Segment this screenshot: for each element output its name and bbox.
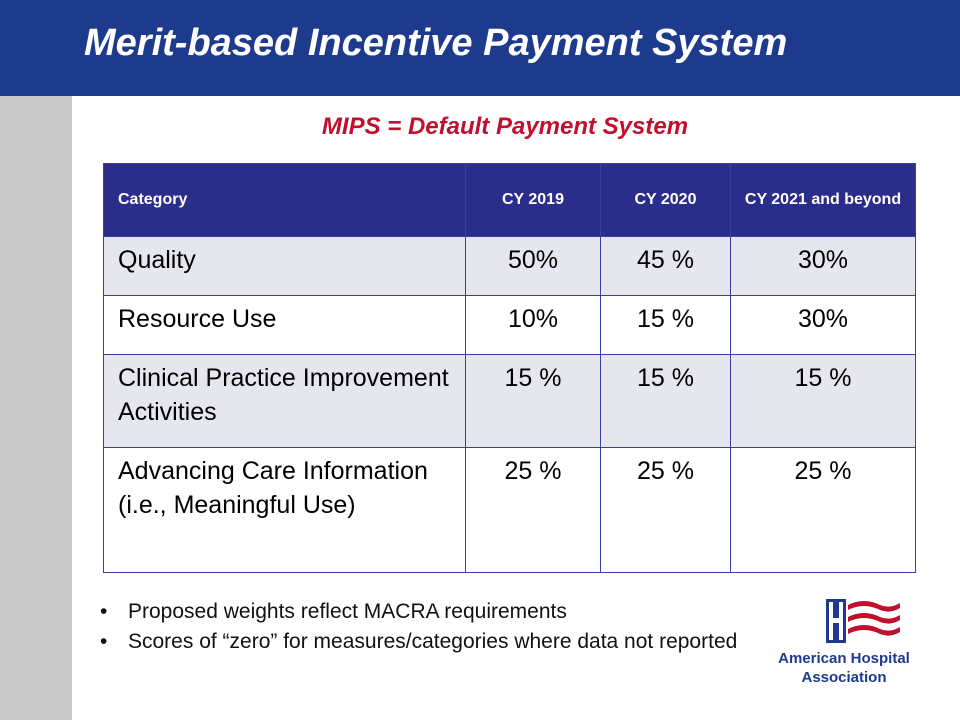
logo-text: [764, 649, 924, 687]
value-cell: 15 %: [601, 296, 731, 355]
note-text: Proposed weights reflect MACRA requirements: [128, 600, 567, 623]
table-row: [104, 355, 916, 448]
bullet-icon: •: [100, 600, 108, 623]
value-cell: 30%: [731, 237, 916, 296]
table-row: [104, 237, 916, 296]
logo-line: Association: [801, 669, 887, 686]
bullet-icon: •: [100, 630, 108, 653]
table-row: [104, 448, 916, 573]
page-subtitle: MIPS = Default Payment System: [321, 113, 689, 140]
column-header: CY 2020: [601, 164, 731, 237]
value-cell: 25 %: [731, 448, 916, 573]
value-cell: 25 %: [601, 448, 731, 573]
list-item: [100, 627, 760, 657]
aha-flag-icon: [764, 595, 924, 651]
value-cell: 10%: [466, 296, 601, 355]
value-cell: 15 %: [466, 355, 601, 448]
value-cell: 25 %: [466, 448, 601, 573]
table-header-row: [104, 164, 916, 237]
notes-list: [100, 597, 760, 657]
category-cell: Clinical Practice Improvement Activities: [104, 355, 466, 448]
category-cell: Advancing Care Information (i.e., Meaningful Use): [104, 448, 466, 573]
weights-table: [103, 163, 916, 573]
value-cell: 45 %: [601, 237, 731, 296]
column-header: CY 2021 and beyond: [731, 164, 916, 237]
aha-logo: [764, 595, 924, 695]
logo-line: American Hospital: [778, 650, 910, 667]
category-cell: Quality: [104, 237, 466, 296]
title-banner: [0, 0, 960, 96]
table-row: [104, 296, 916, 355]
value-cell: 15 %: [601, 355, 731, 448]
column-header: CY 2019: [466, 164, 601, 237]
category-cell: Resource Use: [104, 296, 466, 355]
value-cell: 50%: [466, 237, 601, 296]
note-text: Scores of “zero” for measures/categories where data not reported: [128, 630, 738, 653]
side-accent-bar: [0, 96, 72, 720]
value-cell: 15 %: [731, 355, 916, 448]
page-title: Merit-based Incentive Payment System: [84, 22, 788, 64]
list-item: [100, 597, 760, 627]
value-cell: 30%: [731, 296, 916, 355]
column-header: Category: [104, 164, 466, 237]
